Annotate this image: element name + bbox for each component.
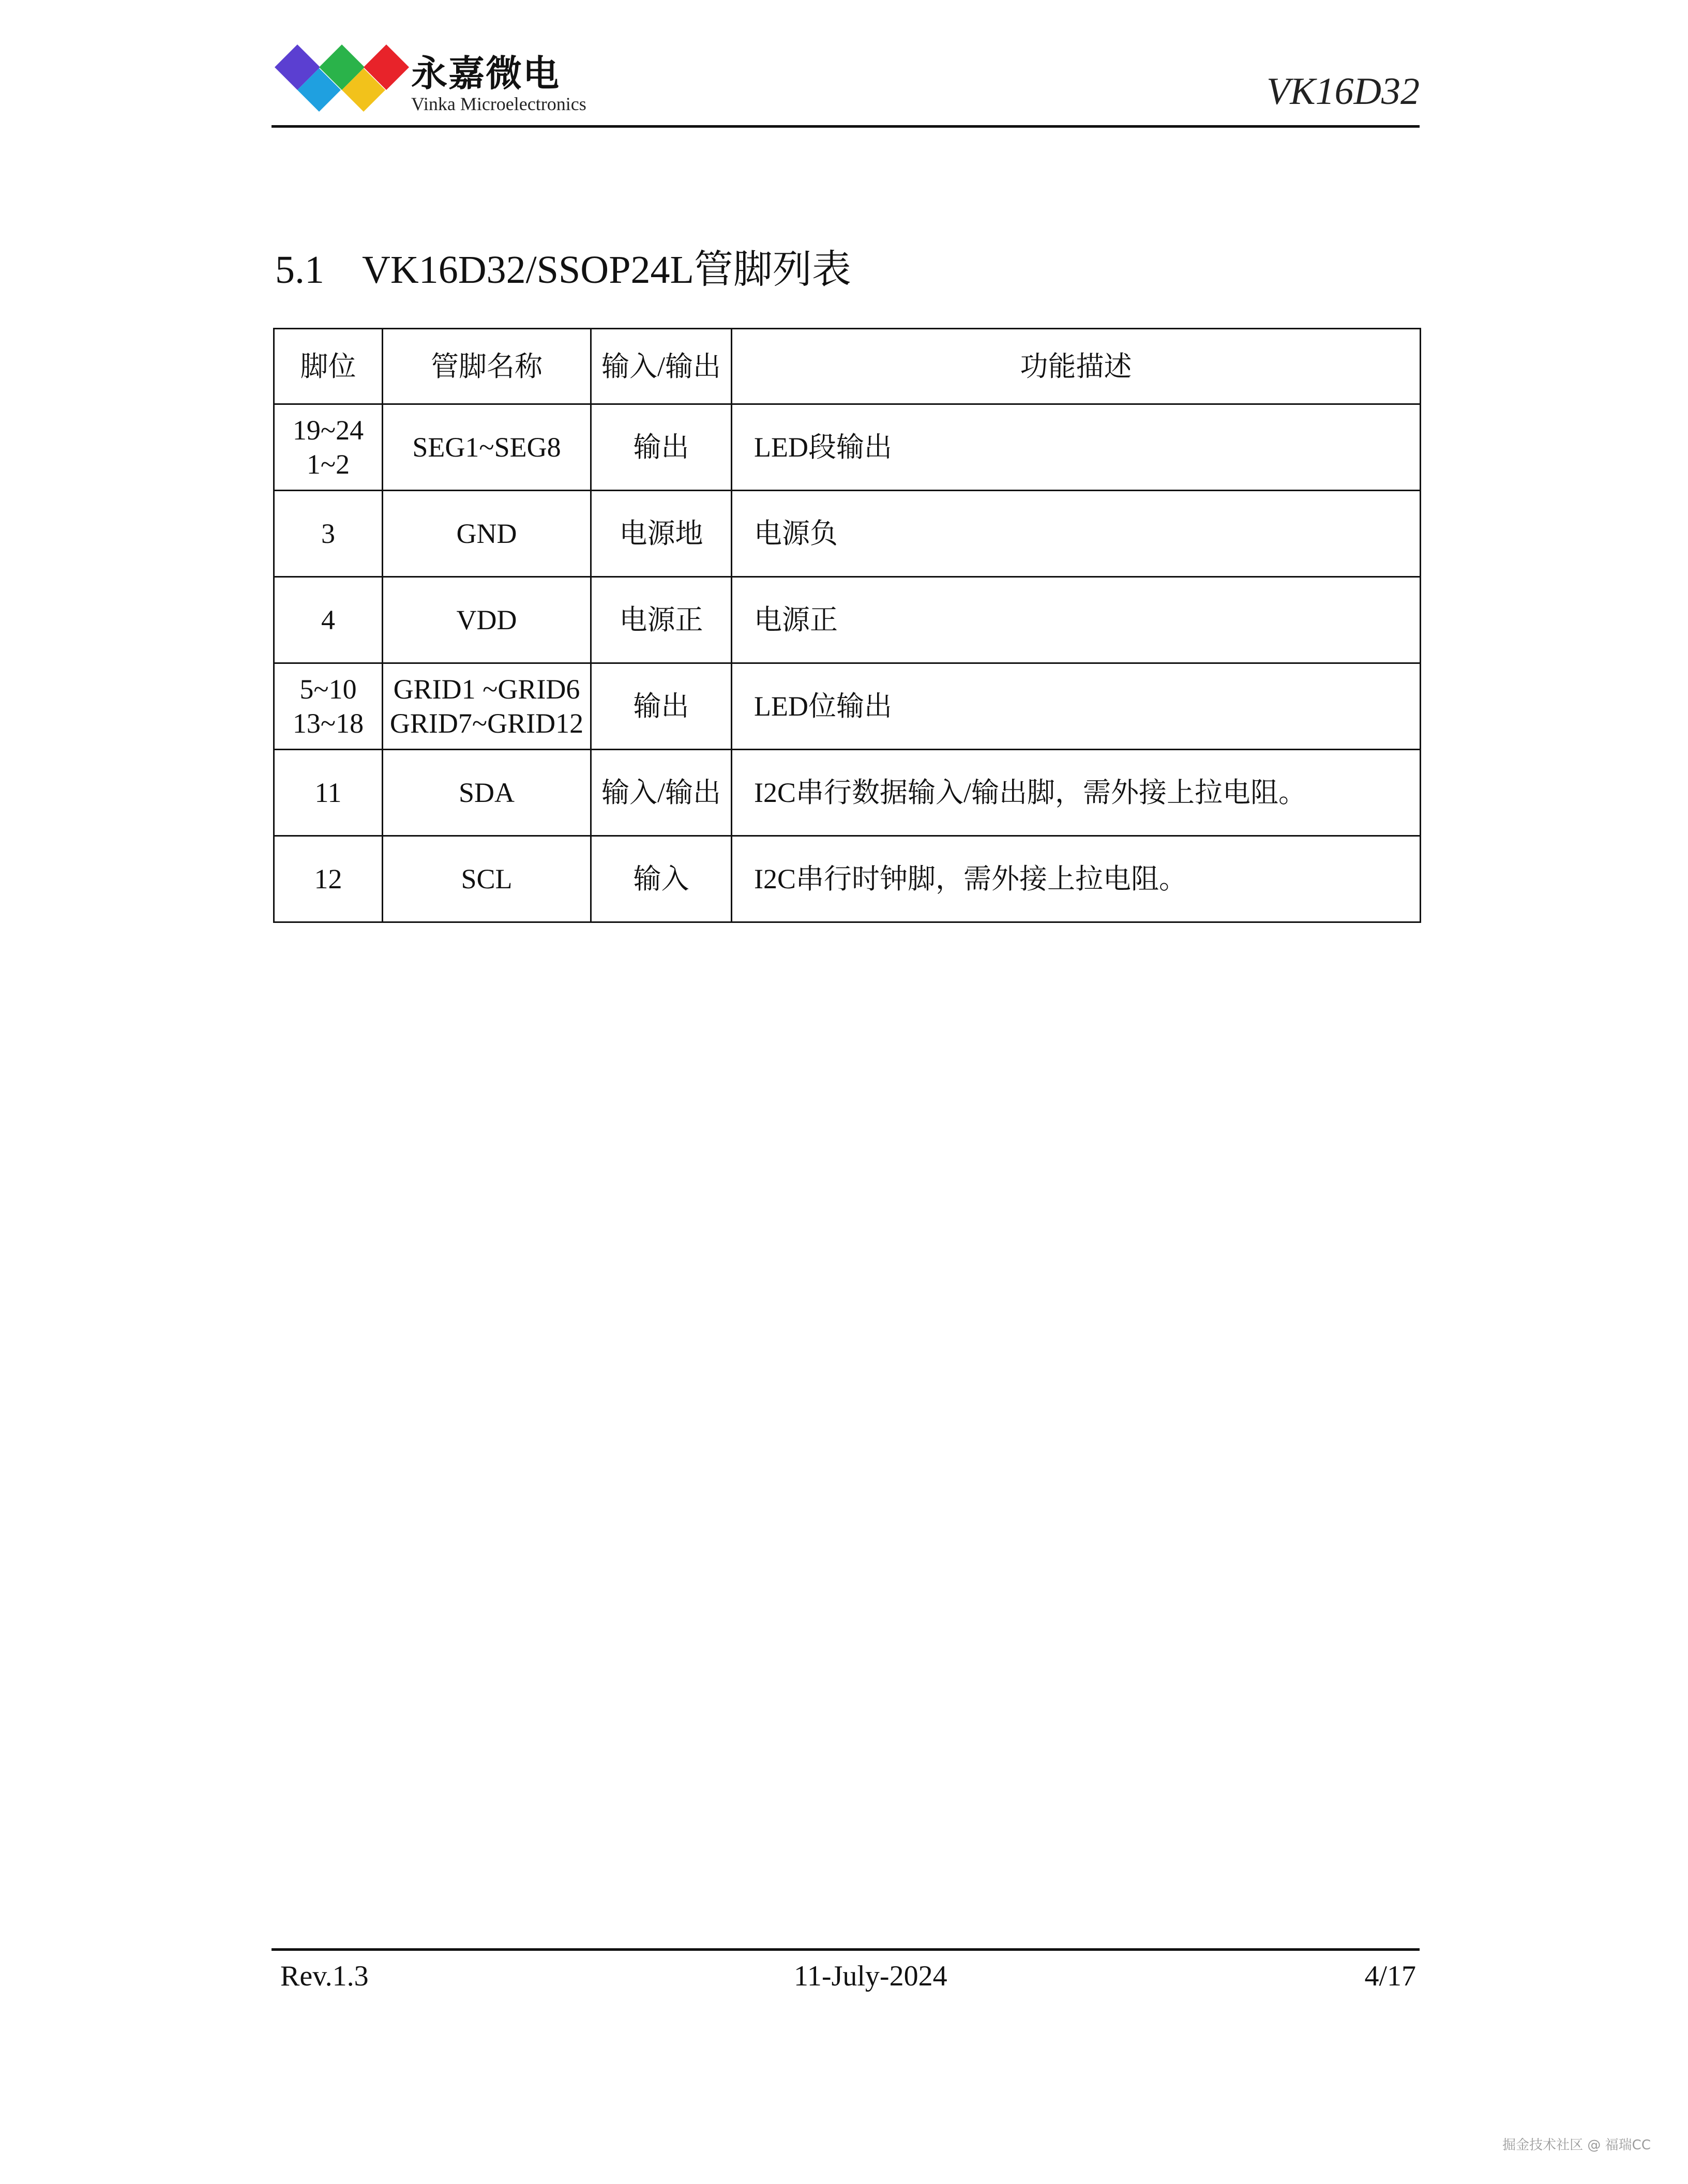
pin-description: I2C串行数据输入/输出脚，需外接上拉电阻。 [732, 750, 1421, 836]
pin-number: 3 [274, 491, 383, 577]
pin-name: GRID7~GRID12 [389, 708, 584, 739]
pin-io: 电源正 [591, 577, 732, 663]
header-pin: 脚位 [274, 329, 383, 404]
pin-number: 11 [274, 750, 383, 836]
section-heading [275, 238, 851, 294]
pin-description: 电源正 [732, 577, 1421, 663]
pin-name-cell [383, 663, 591, 750]
pin-description: LED段输出 [732, 404, 1421, 491]
pin-cell [274, 404, 383, 491]
pin-name: SDA [383, 750, 591, 836]
pin-description: 电源负 [732, 491, 1421, 577]
table-row [274, 577, 1421, 663]
pin-io: 电源地 [591, 491, 732, 577]
header-io: 输入/输出 [591, 329, 732, 404]
page-header [272, 41, 1420, 127]
pin-cell [274, 663, 383, 750]
pin-io: 输入/输出 [591, 750, 732, 836]
pin-description: I2C串行时钟脚，需外接上拉电阻。 [732, 836, 1421, 922]
pin-number: 19~24 [292, 415, 364, 446]
document-id: VK16D32 [1267, 70, 1420, 113]
pin-number: 12 [274, 836, 383, 922]
pin-io: 输出 [591, 663, 732, 750]
pin-number: 4 [274, 577, 383, 663]
pin-description: LED位输出 [732, 663, 1421, 750]
pin-io: 输入 [591, 836, 732, 922]
pin-name: GND [383, 491, 591, 577]
pin-name: SCL [383, 836, 591, 922]
header-function: 功能描述 [732, 329, 1421, 404]
header-divider [272, 125, 1420, 128]
pin-number: 5~10 [299, 674, 357, 705]
table-row [274, 750, 1421, 836]
pin-name: GRID1 ~GRID6 [393, 674, 580, 705]
page-number: 4/17 [1364, 1960, 1416, 1992]
logo-diamonds-icon [272, 41, 411, 124]
table-row [274, 491, 1421, 577]
company-name-cn: 永嘉微电 [411, 52, 560, 95]
pin-name: SEG1~SEG8 [383, 404, 591, 491]
pin-number: 1~2 [306, 449, 350, 480]
footer-divider [272, 1948, 1420, 1951]
header-pin-name: 管脚名称 [383, 329, 591, 404]
date-label: 11-July-2024 [794, 1960, 947, 1992]
table-row [274, 836, 1421, 922]
pin-list-table [273, 328, 1421, 923]
revision-label: Rev.1.3 [280, 1960, 369, 1992]
pin-number: 13~18 [292, 708, 364, 739]
pin-io: 输出 [591, 404, 732, 491]
table-header-row [274, 329, 1421, 404]
section-number: 5.1 [275, 248, 324, 292]
table-row [274, 404, 1421, 491]
section-title: VK16D32/SSOP24L管脚列表 [362, 248, 851, 292]
watermark: 掘金技术社区 @ 福瑞CC [1502, 2137, 1651, 2153]
company-logo [272, 41, 634, 124]
company-name-en: Vinka Microelectronics [411, 94, 586, 114]
table-row [274, 663, 1421, 750]
pin-name: VDD [383, 577, 591, 663]
